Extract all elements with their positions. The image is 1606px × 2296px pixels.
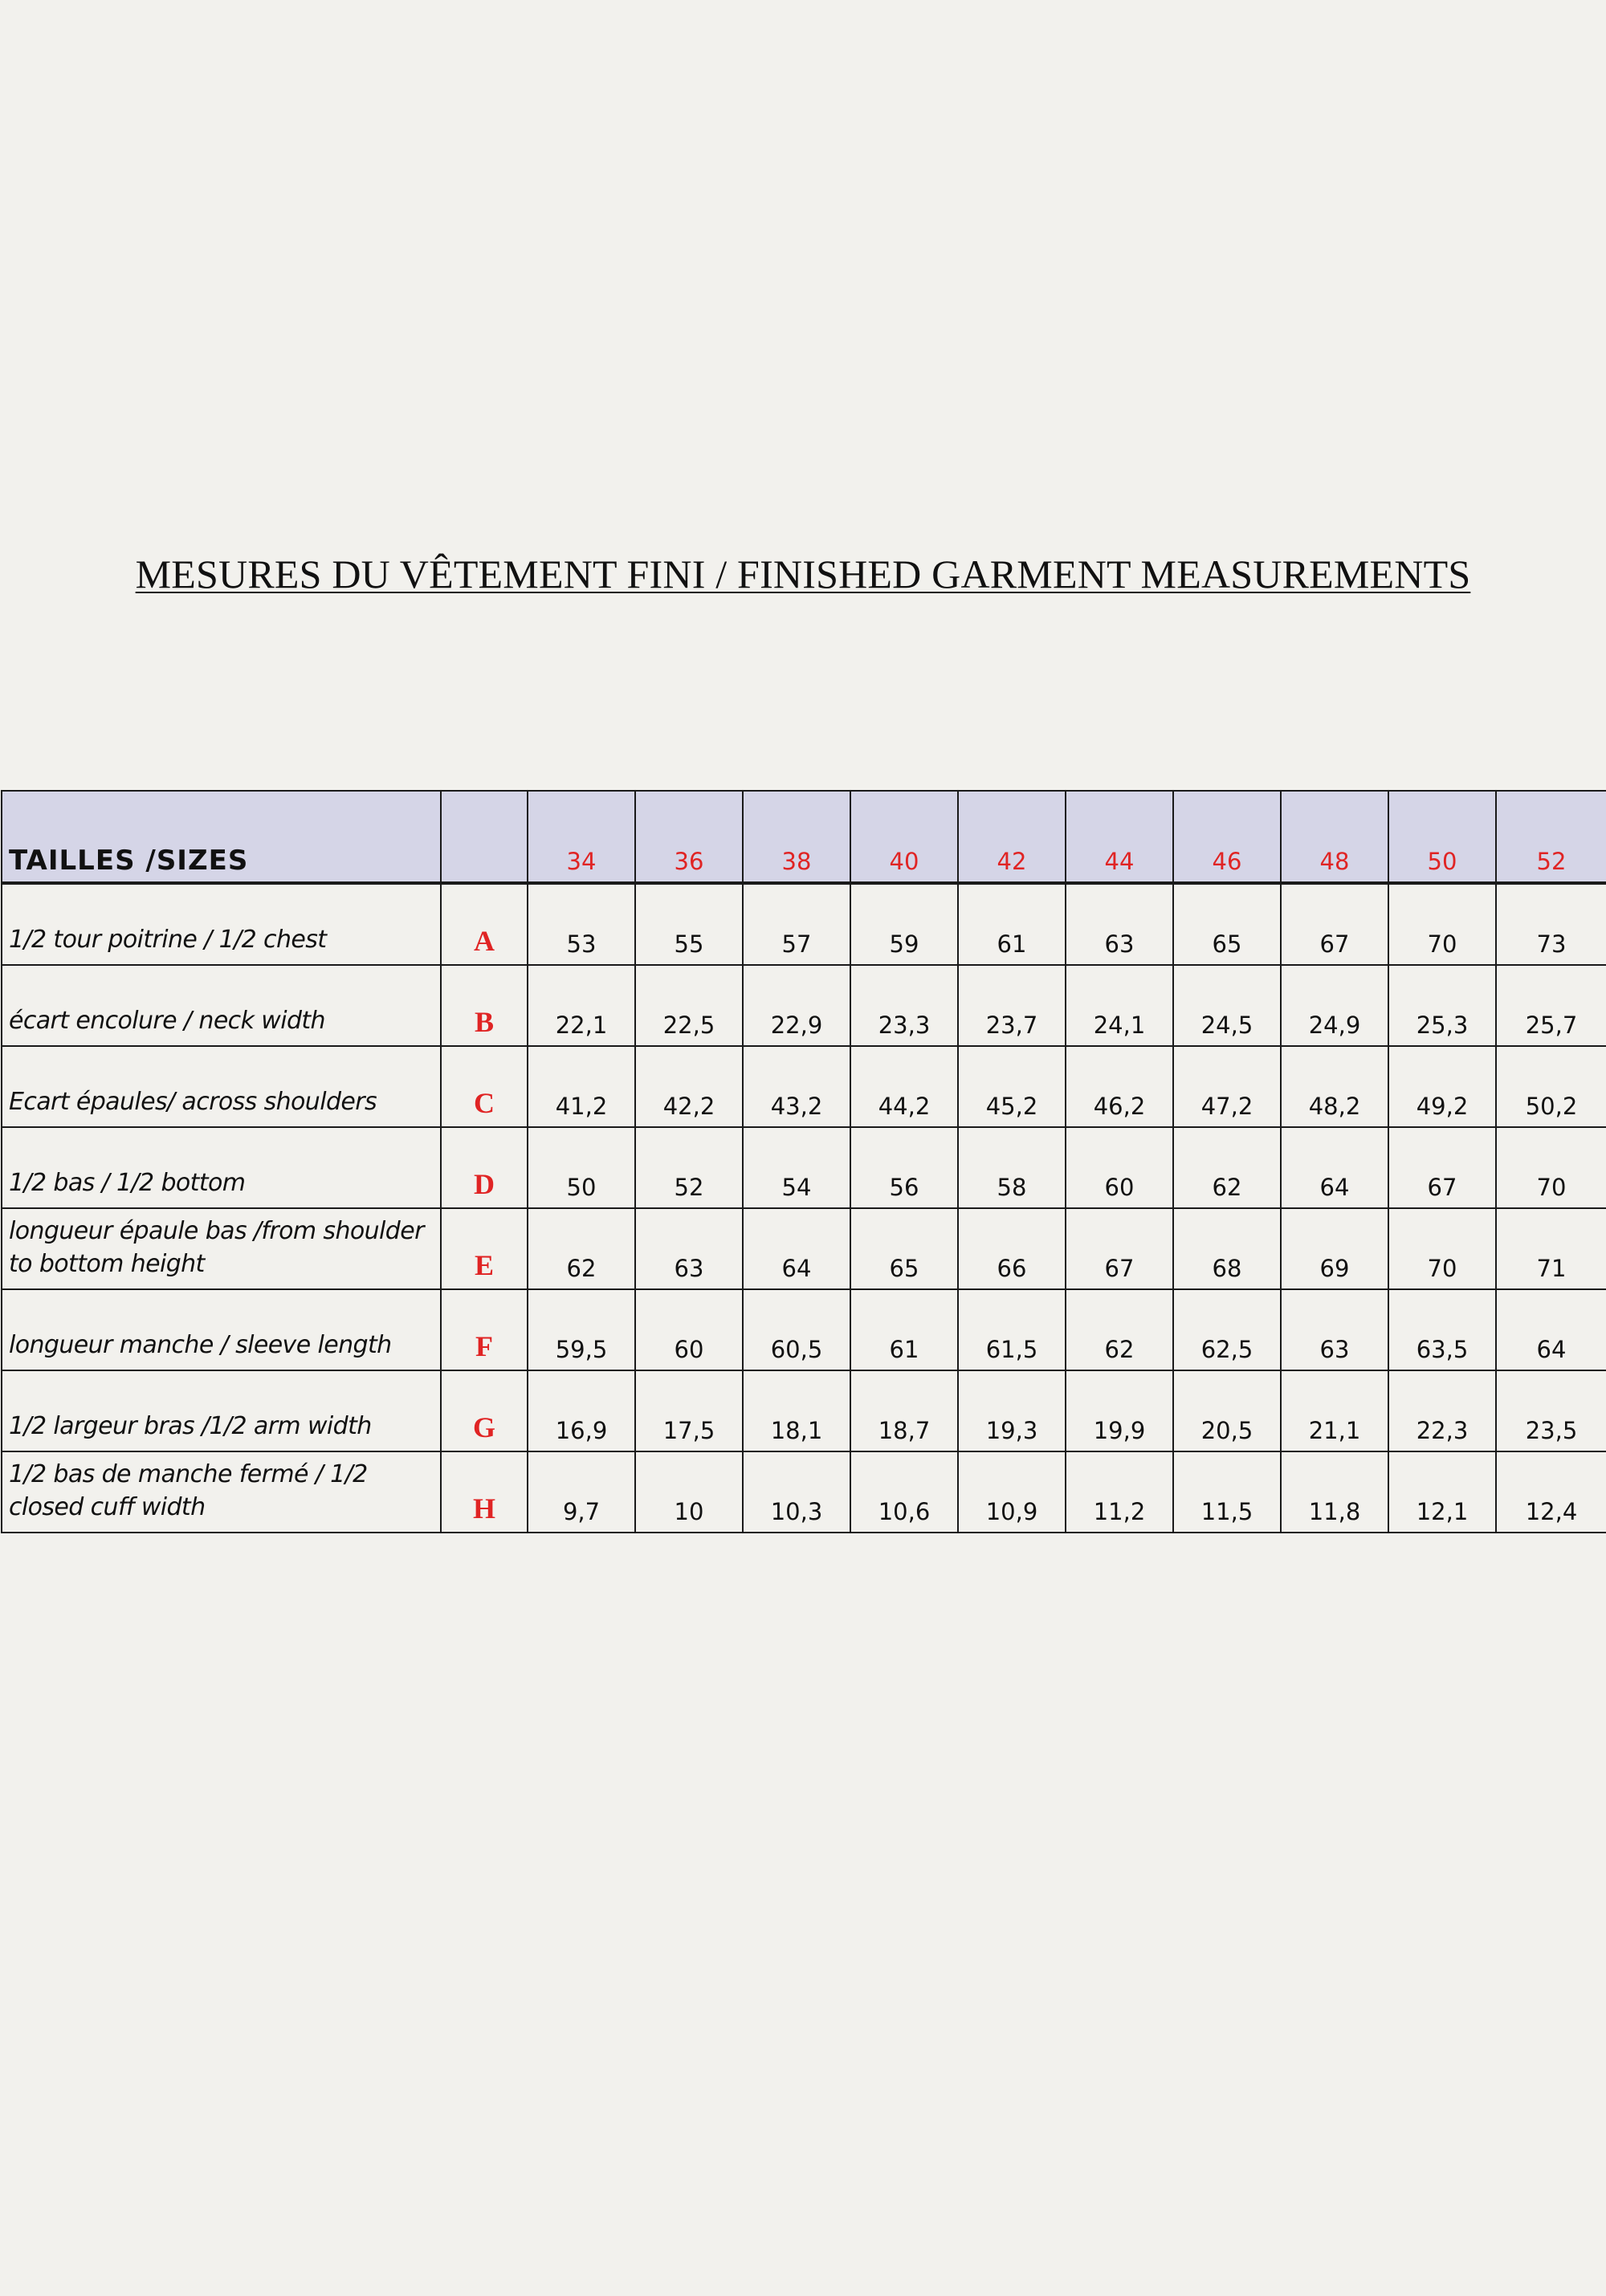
measurement-value: 59,5 (528, 1289, 635, 1370)
table-row (2, 1208, 1606, 1289)
measurement-value: 10,9 (958, 1451, 1066, 1533)
measurement-value: 43,2 (743, 1046, 850, 1127)
table-row (2, 1046, 1606, 1127)
measurement-value: 70 (1496, 1127, 1606, 1208)
table-row (2, 1370, 1606, 1451)
measurement-value: 42,2 (635, 1046, 743, 1127)
measurement-value: 60 (1066, 1127, 1173, 1208)
measurement-value: 62 (1173, 1127, 1281, 1208)
measurement-value: 55 (635, 883, 743, 965)
measurement-value: 68 (1173, 1208, 1281, 1289)
measurement-label: Ecart épaules/ across shoulders (2, 1046, 441, 1127)
table-row (2, 1451, 1606, 1533)
measurement-value: 48,2 (1281, 1046, 1388, 1127)
measurement-value: 17,5 (635, 1370, 743, 1451)
measurement-value: 70 (1388, 883, 1496, 965)
measurement-value: 73 (1496, 883, 1606, 965)
measurement-value: 11,5 (1173, 1451, 1281, 1533)
measurement-value: 23,7 (958, 965, 1066, 1046)
size-header-cell: 52 (1496, 791, 1606, 883)
measurement-value: 50,2 (1496, 1046, 1606, 1127)
measurement-value: 9,7 (528, 1451, 635, 1533)
measurement-value: 12,4 (1496, 1451, 1606, 1533)
measurement-value: 22,9 (743, 965, 850, 1046)
measurement-label: longueur manche / sleeve length (2, 1289, 441, 1370)
measurement-value: 44,2 (850, 1046, 958, 1127)
table-row (2, 965, 1606, 1046)
measurement-value: 67 (1066, 1208, 1173, 1289)
measurement-value: 10,6 (850, 1451, 958, 1533)
measurement-value: 52 (635, 1127, 743, 1208)
measurement-value: 10 (635, 1451, 743, 1533)
measurement-value: 23,5 (1496, 1370, 1606, 1451)
measurements-table (1, 790, 1606, 1533)
measurement-value: 20,5 (1173, 1370, 1281, 1451)
measurement-label: longueur épaule bas /from shoulder to bottom height (2, 1208, 441, 1289)
measurement-label: 1/2 bas de manche fermé / 1/2 closed cuff width (2, 1451, 441, 1533)
measurement-value: 53 (528, 883, 635, 965)
size-header-cell: 38 (743, 791, 850, 883)
measurement-code: C (441, 1046, 528, 1127)
measurement-value: 60,5 (743, 1289, 850, 1370)
size-header-cell: 40 (850, 791, 958, 883)
measurement-code: D (441, 1127, 528, 1208)
measurement-value: 18,1 (743, 1370, 850, 1451)
measurement-value: 46,2 (1066, 1046, 1173, 1127)
measurement-value: 47,2 (1173, 1046, 1281, 1127)
measurement-value: 62 (528, 1208, 635, 1289)
measurement-value: 64 (743, 1208, 850, 1289)
measurement-value: 59 (850, 883, 958, 965)
measurement-value: 49,2 (1388, 1046, 1496, 1127)
size-header-cell: 48 (1281, 791, 1388, 883)
measurement-value: 24,1 (1066, 965, 1173, 1046)
size-header-cell: 36 (635, 791, 743, 883)
measurement-label: 1/2 largeur bras /1/2 arm width (2, 1370, 441, 1451)
measurement-value: 22,1 (528, 965, 635, 1046)
measurement-value: 45,2 (958, 1046, 1066, 1127)
measurement-code: G (441, 1370, 528, 1451)
measurement-value: 21,1 (1281, 1370, 1388, 1451)
measurement-value: 12,1 (1388, 1451, 1496, 1533)
size-header-cell: 42 (958, 791, 1066, 883)
table-row (2, 1289, 1606, 1370)
size-header-cell: 44 (1066, 791, 1173, 883)
measurement-value: 65 (850, 1208, 958, 1289)
measurement-value: 10,3 (743, 1451, 850, 1533)
measurement-value: 24,5 (1173, 965, 1281, 1046)
measurement-value: 11,2 (1066, 1451, 1173, 1533)
measurement-value: 24,9 (1281, 965, 1388, 1046)
measurement-value: 65 (1173, 883, 1281, 965)
measurement-value: 61 (850, 1289, 958, 1370)
measurement-label: 1/2 bas / 1/2 bottom (2, 1127, 441, 1208)
measurement-code: F (441, 1289, 528, 1370)
measurement-value: 18,7 (850, 1370, 958, 1451)
measurement-value: 67 (1281, 883, 1388, 965)
measurement-value: 67 (1388, 1127, 1496, 1208)
measurement-value: 64 (1281, 1127, 1388, 1208)
measurement-value: 19,9 (1066, 1370, 1173, 1451)
measurement-value: 66 (958, 1208, 1066, 1289)
measurement-value: 69 (1281, 1208, 1388, 1289)
measurement-value: 63 (1066, 883, 1173, 965)
measurement-value: 25,3 (1388, 965, 1496, 1046)
measurement-value: 58 (958, 1127, 1066, 1208)
size-header-cell: 34 (528, 791, 635, 883)
measurement-value: 41,2 (528, 1046, 635, 1127)
measurement-label: écart encolure / neck width (2, 965, 441, 1046)
measurement-value: 11,8 (1281, 1451, 1388, 1533)
measurement-value: 56 (850, 1127, 958, 1208)
measurement-value: 71 (1496, 1208, 1606, 1289)
measurement-value: 64 (1496, 1289, 1606, 1370)
sizes-header-label: TAILLES /SIZES (2, 791, 441, 883)
measurement-value: 63,5 (1388, 1289, 1496, 1370)
measurement-value: 23,3 (850, 965, 958, 1046)
table-row (2, 883, 1606, 965)
measurement-value: 19,3 (958, 1370, 1066, 1451)
measurement-value: 63 (1281, 1289, 1388, 1370)
measurement-value: 70 (1388, 1208, 1496, 1289)
measurement-value: 50 (528, 1127, 635, 1208)
measurement-label: 1/2 tour poitrine / 1/2 chest (2, 883, 441, 965)
measurement-value: 22,3 (1388, 1370, 1496, 1451)
measurement-code: B (441, 965, 528, 1046)
measurement-value: 61,5 (958, 1289, 1066, 1370)
measurement-value: 16,9 (528, 1370, 635, 1451)
measurement-value: 61 (958, 883, 1066, 965)
table-row (2, 1127, 1606, 1208)
measurement-code: A (441, 883, 528, 965)
size-header-cell: 50 (1388, 791, 1496, 883)
measurement-code: E (441, 1208, 528, 1289)
measurement-value: 62,5 (1173, 1289, 1281, 1370)
table-header-row (2, 791, 1606, 883)
page-title: MESURES DU VÊTEMENT FINI / FINISHED GARMENT MEASUREMENTS (135, 552, 1471, 596)
size-header-cell: 46 (1173, 791, 1281, 883)
measurement-value: 25,7 (1496, 965, 1606, 1046)
measurement-value: 22,5 (635, 965, 743, 1046)
measurement-value: 60 (635, 1289, 743, 1370)
header-code-spacer (441, 791, 528, 883)
measurement-value: 57 (743, 883, 850, 965)
measurement-value: 54 (743, 1127, 850, 1208)
measurement-value: 62 (1066, 1289, 1173, 1370)
measurement-value: 63 (635, 1208, 743, 1289)
measurement-code: H (441, 1451, 528, 1533)
